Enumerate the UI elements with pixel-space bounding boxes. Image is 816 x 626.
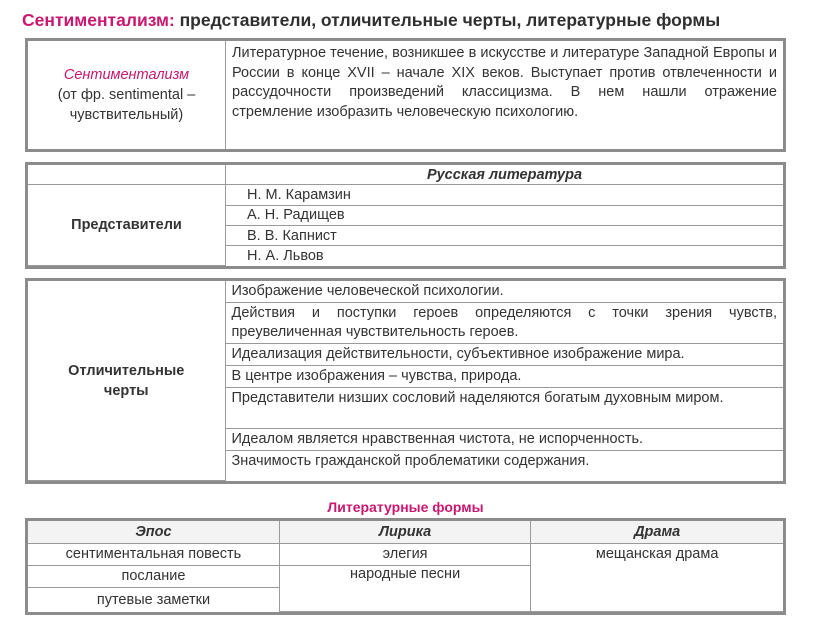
forms-drama-item: мещанская драма — [531, 543, 783, 612]
definition-term-cell — [28, 41, 226, 149]
forms-epos-item: сентиментальная повесть — [28, 543, 279, 565]
forms-epos-item: путевые заметки — [28, 587, 279, 612]
page-title — [22, 10, 802, 31]
definition-text: Литературное течение, возникшее в искусстве и литературе Западной Европы и России в конце XVII – начале XIX веков. Выступает против отвлеченности и рассудочности произведений классицизма. В нем нашли отражение стремление изобразить человеческую психологию. — [226, 41, 784, 149]
representatives-header: Русская литература — [226, 165, 784, 185]
representatives-label: Представители — [28, 185, 226, 266]
feature-item: Идеализация действительности, субъективное изображение мира. — [225, 344, 783, 366]
representatives-label-top — [28, 165, 226, 185]
forms-title: Литературные формы — [327, 499, 484, 515]
title-accent: Сентиментализм: — [22, 10, 175, 30]
definition-etymology-2: чувствительный) — [69, 107, 184, 123]
features-label-1: Отличительные — [68, 362, 185, 379]
feature-item: В центре изображения – чувства, природа. — [225, 366, 783, 388]
features-label-2: черты — [103, 382, 149, 399]
features-label — [28, 281, 225, 481]
forms-lyric-item: элегия — [279, 543, 530, 565]
features-box — [25, 278, 786, 484]
forms-header-drama: Драма — [531, 521, 783, 543]
definition-etymology-1: (от фр. sentimental – — [57, 87, 196, 103]
representative-name: Н. М. Карамзин — [226, 185, 784, 205]
representatives-box — [25, 162, 786, 269]
representative-name: А. Н. Радищев — [226, 205, 784, 225]
feature-item: Представители низших сословий наделяются богатым духовным миром. — [225, 388, 783, 429]
forms-lyric-item: народные песни — [279, 565, 530, 612]
forms-epos-item: послание — [28, 565, 279, 587]
representative-name: Н. А. Львов — [226, 246, 784, 266]
feature-item: Идеалом является нравственная чистота, не испорченность. — [225, 429, 783, 451]
representative-name: В. В. Капнист — [226, 225, 784, 245]
feature-item: Значимость гражданской проблематики содержания. — [225, 451, 783, 481]
forms-header-lyric: Лирика — [279, 521, 530, 543]
forms-box — [25, 518, 786, 615]
feature-item: Действия и поступки героев определяются с точки зрения чувств, преувеличенная чувствительность героев. — [225, 303, 783, 344]
definition-term: Сентиментализм — [63, 67, 190, 83]
feature-item: Изображение человеческой психологии. — [225, 281, 783, 303]
definition-box — [25, 38, 786, 152]
title-rest: представители, отличительные черты, литературные формы — [174, 10, 721, 30]
forms-header-epos: Эпос — [28, 521, 279, 543]
